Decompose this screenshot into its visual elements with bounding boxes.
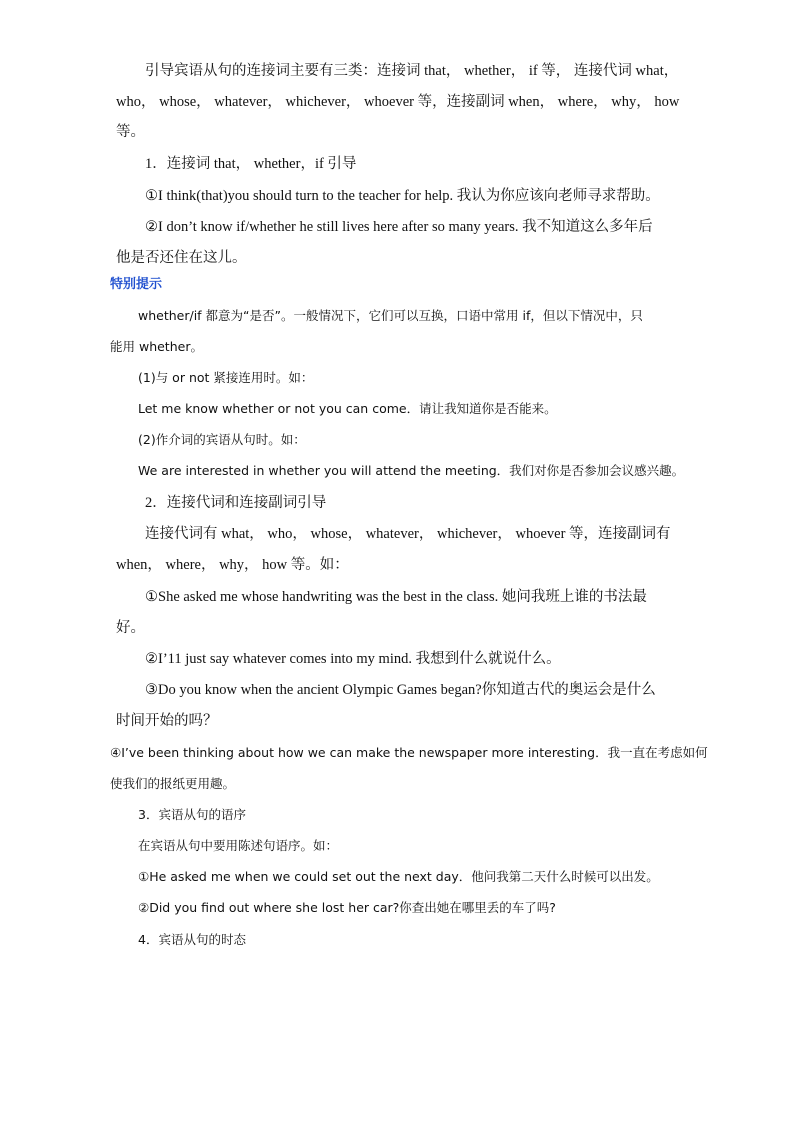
section-2-example-1b: 好。 [116, 620, 145, 636]
section-4-heading: 4．宾语从句的时态 [138, 932, 246, 947]
tip-line-2: 能用 whether。 [110, 339, 203, 354]
section-2-example-3b: 时间开始的吗？ [116, 713, 218, 729]
section-2-example-1a: ①She asked me whose handwriting was the best in the class. 她问我班上谁的书法最 [145, 589, 647, 605]
section-1-heading: 1．连接词 that， whether，if 引导 [145, 156, 357, 172]
tip-case-1: (1)与 or not 紧接连用时。如： [138, 370, 314, 385]
section-2-heading: 2．连接代词和连接副词引导 [145, 495, 327, 511]
special-tip-title: 特别提示 [110, 277, 163, 292]
section-2-example-4a: ④I’ve been thinking about how we can make the newspaper more interesting．我一直在考虑如何 [110, 745, 708, 760]
section-3-heading: 3．宾语从句的语序 [138, 807, 246, 822]
section-2-desc-2: when， where， why， how 等。如： [116, 557, 349, 573]
section-1-example-2b: 他是否还住在这儿。 [116, 250, 247, 266]
section-2-example-4b: 使我们的报纸更用趣。 [110, 776, 236, 791]
tip-case-1-example: Let me know whether or not you can come．请让我知道你是否能来。 [138, 401, 557, 416]
intro-line-3: 等。 [116, 124, 145, 140]
intro-line-1: 引导宾语从句的连接词主要有三类：连接词 that， whether， if 等， 连接代词 what， [145, 63, 679, 79]
tip-line-1: whether/if 都意为“是否”。一般情况下，它们可以互换，口语中常用 if，但以下情况中，只 [138, 308, 643, 323]
section-3-desc: 在宾语从句中要用陈述句语序。如： [138, 838, 339, 853]
section-1-example-1: ①I think(that)you should turn to the teacher for help. 我认为你应该向老师寻求帮助。 [145, 188, 660, 204]
intro-line-2: who， whose， whatever， whichever， whoever 等，连接副词 when， where， why， how [116, 94, 680, 110]
section-2-desc-1: 连接代词有 what， who， whose， whatever， whichever， whoever 等，连接副词有 [145, 526, 671, 542]
section-2-example-2: ②I’11 just say whatever comes into my mind. 我想到什么就说什么。 [145, 651, 561, 667]
section-3-example-2: ②Did you find out where she lost her car?你查出她在哪里丢的车了吗? [138, 900, 556, 915]
tip-case-2: (2)作介词的宾语从句时。如： [138, 432, 306, 447]
section-2-example-3a: ③Do you know when the ancient Olympic Games began?你知道古代的奥运会是什么 [145, 682, 656, 698]
section-1-example-2a: ②I don’t know if/whether he still lives here after so many years. 我不知道这么多年后 [145, 219, 653, 235]
tip-case-2-example: We are interested in whether you will attend the meeting．我们对你是否参加会议感兴趣。 [138, 463, 685, 478]
section-3-example-1: ①He asked me when we could set out the next day．他问我第二天什么时候可以出发。 [138, 869, 659, 884]
